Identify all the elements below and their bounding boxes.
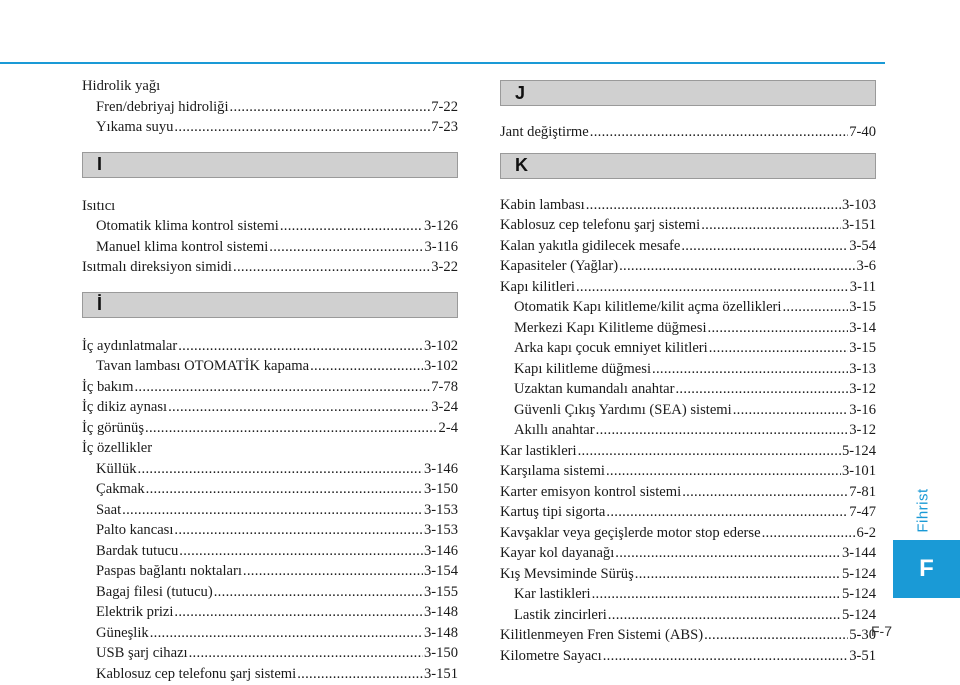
page-number: F-7 [871, 623, 892, 639]
index-sublist [82, 459, 458, 685]
index-entry: Bagaj filesi (tutucu) ..... 3-155 [82, 582, 458, 603]
index-entry: Kayar kol dayanağı ..... 3-144 [500, 543, 876, 564]
index-entry: Isıtmalı direksiyon simidi ..... 3-22 [82, 257, 458, 278]
index-entry: Fren/debriyaj hidroliği ..... 7-22 [82, 97, 458, 118]
side-section-label: Fihrist [914, 487, 932, 533]
index-entry: İç görünüş ..... 2-4 [82, 418, 458, 439]
section-header-j: J [500, 80, 876, 106]
index-entry: Manuel klima kontrol sistemi ..... 3-116 [82, 237, 458, 258]
index-entry: Otomatik Kapı kilitleme/kilit açma özellikleri ..... 3-15 [500, 297, 876, 318]
index-entry: İç bakım ..... 7-78 [82, 377, 458, 398]
index-entry: Karter emisyon kontrol sistemi ..... 7-81 [500, 482, 876, 503]
index-entry: İç aydınlatmalar ..... 3-102 [82, 336, 458, 357]
index-heading: Isıtıcı [82, 197, 116, 214]
index-entry: Otomatik klima kontrol sistemi ..... 3-126 [82, 216, 458, 237]
index-list-k [500, 195, 876, 667]
top-rule [0, 62, 885, 64]
index-entry: Güneşlik ..... 3-148 [82, 623, 458, 644]
index-entry: Yıkama suyu ..... 7-23 [82, 117, 458, 138]
index-entry: İç dikiz aynası ..... 3-24 [82, 397, 458, 418]
section-header-k: K [500, 153, 876, 179]
index-entry: Palto kancası ..... 3-153 [82, 520, 458, 541]
index-entry: Kabin lambası ..... 3-103 [500, 195, 876, 216]
index-entry: Çakmak ..... 3-150 [82, 479, 458, 500]
index-entry: Uzaktan kumandalı anahtar ..... 3-12 [500, 379, 876, 400]
index-entry: Kapasiteler (Yağlar) ..... 3-6 [500, 256, 876, 277]
index-entry: Kilometre Sayacı ..... 3-51 [500, 646, 876, 667]
index-entry: Güvenli Çıkış Yardımı (SEA) sistemi ..... 3-16 [500, 400, 876, 421]
index-column-right [500, 76, 876, 666]
index-entry: Jant değiştirme ..... 7-40 [500, 122, 876, 143]
index-entry: Merkezi Kapı Kilitleme düğmesi ..... 3-14 [500, 318, 876, 339]
index-heading: Hidrolik yağı [82, 78, 161, 94]
index-entry: Bardak tutucu ..... 3-146 [82, 541, 458, 562]
index-entry: Kartuş tipi sigorta ..... 7-47 [500, 502, 876, 523]
index-entry: Lastik zincirleri ..... 5-124 [500, 605, 876, 626]
index-entry: Kablosuz cep telefonu şarj sistemi ..... 3-151 [82, 664, 458, 685]
index-entry: Kavşaklar veya geçişlerde motor stop ederse ..... 6-2 [500, 523, 876, 544]
index-entry: Arka kapı çocuk emniyet kilitleri ..... 3-15 [500, 338, 876, 359]
section-header-i: I [82, 152, 458, 178]
index-entry: Paspas bağlantı noktaları ..... 3-154 [82, 561, 458, 582]
index-entry: Karşılama sistemi ..... 3-101 [500, 461, 876, 482]
index-entry: Kablosuz cep telefonu şarj sistemi ..... 3-151 [500, 215, 876, 236]
index-heading: İç özellikler [82, 440, 153, 456]
index-entry: USB şarj cihazı ..... 3-150 [82, 643, 458, 664]
index-entry: Kilitlenmeyen Fren Sistemi (ABS) ..... 5-30 [500, 625, 876, 646]
index-column-left [82, 76, 458, 684]
index-entry: Saat ..... 3-153 [82, 500, 458, 521]
index-entry: Kapı kilitleme düğmesi ..... 3-13 [500, 359, 876, 380]
index-entry: Kar lastikleri ..... 5-124 [500, 584, 876, 605]
index-entry: Küllük ..... 3-146 [82, 459, 458, 480]
index-entry: Elektrik prizi ..... 3-148 [82, 602, 458, 623]
index-entry: Kar lastikleri ..... 5-124 [500, 441, 876, 462]
index-entry: Kış Mevsiminde Sürüş ..... 5-124 [500, 564, 876, 585]
index-entry: Kalan yakıtla gidilecek mesafe ..... 3-54 [500, 236, 876, 257]
side-section-tab: F [893, 540, 960, 598]
section-header-i-dotted: İ [82, 292, 458, 318]
index-entry: Akıllı anahtar ..... 3-12 [500, 420, 876, 441]
index-entry: Kapı kilitleri ..... 3-11 [500, 277, 876, 298]
index-entry: Tavan lambası OTOMATİK kapama ..... 3-102 [82, 356, 458, 377]
